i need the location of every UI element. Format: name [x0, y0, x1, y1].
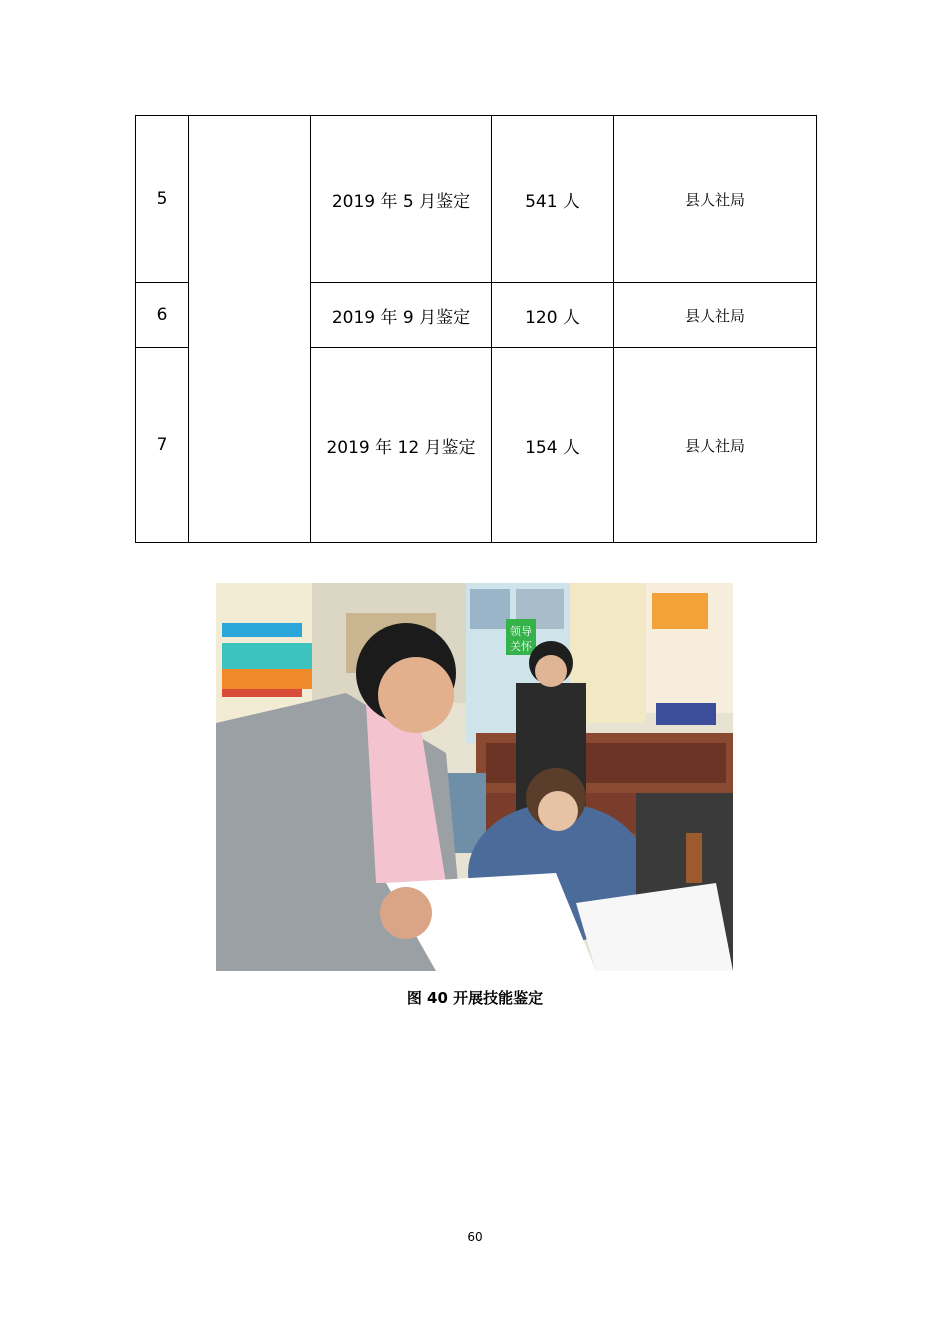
organizing-unit: 县人社局 — [614, 348, 817, 543]
organizing-unit: 县人社局 — [614, 283, 817, 348]
row-index: 6 — [136, 283, 189, 348]
assessment-photo — [216, 583, 733, 971]
row-index: 7 — [136, 348, 189, 543]
participant-count: 541 人 — [492, 116, 614, 283]
photo-illustration — [216, 583, 733, 971]
participant-count: 154 人 — [492, 348, 614, 543]
board-tag: 领导 — [510, 625, 532, 638]
assessment-date: 2019 年 12 月鉴定 — [311, 348, 492, 543]
participant-count: 120 人 — [492, 283, 614, 348]
board-tag-line: 关怀 — [510, 640, 532, 653]
merged-empty-cell — [189, 116, 311, 543]
skill-assessment-table — [135, 115, 817, 543]
figure-caption: 图 40 开展技能鉴定 — [406, 989, 544, 1007]
row-index: 5 — [136, 116, 189, 283]
assessment-date: 2019 年 9 月鉴定 — [311, 283, 492, 348]
page-number: 60 — [467, 1230, 483, 1244]
table-row — [136, 116, 817, 283]
assessment-date: 2019 年 5 月鉴定 — [311, 116, 492, 283]
organizing-unit: 县人社局 — [614, 116, 817, 283]
